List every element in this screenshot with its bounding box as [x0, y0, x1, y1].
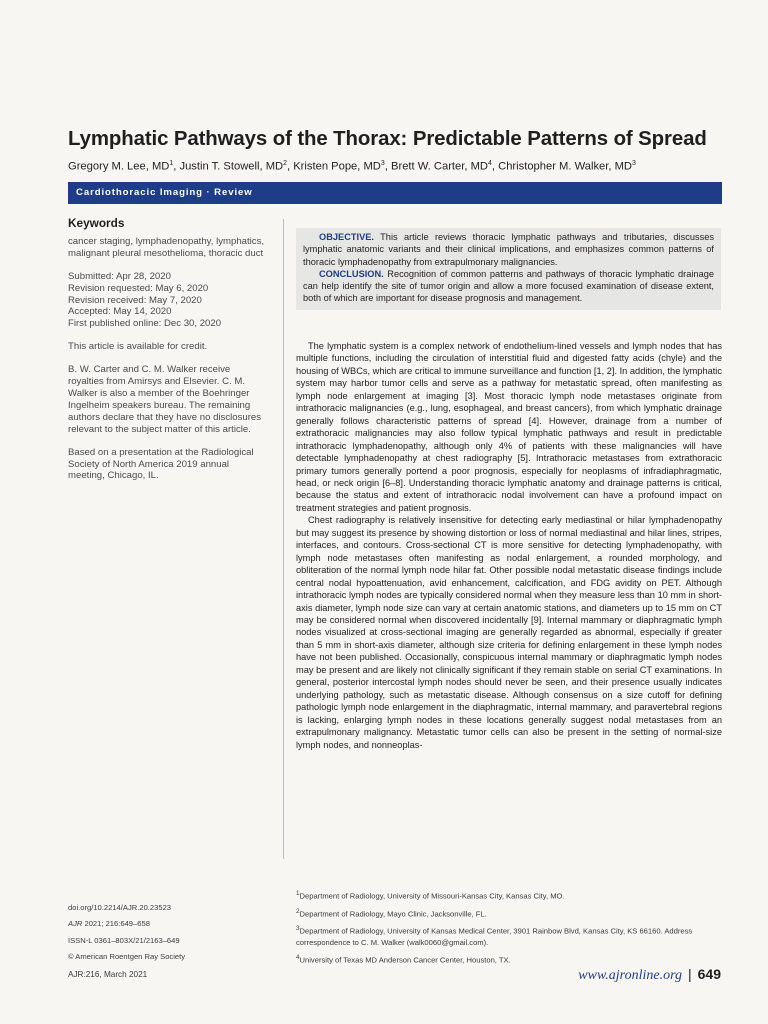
- abstract-conclusion: [303, 268, 714, 305]
- conclusion-label: CONCLUSION.: [319, 268, 384, 279]
- footnote-number: 1: [296, 890, 300, 897]
- disclosure-note: B. W. Carter and C. M. Walker receive royalties from Amirsys and Elsevier. C. M. Walker is also a member of the Boehringer Ingelheim speakers bureau. The remaining authors declare that they have no disclosures relevant to the subject matter of this article.: [68, 364, 262, 435]
- affiliation-marker: 2: [283, 160, 287, 167]
- date-entry: Revision requested: May 6, 2020: [68, 282, 209, 294]
- citation: [68, 916, 278, 932]
- date-list: [68, 271, 268, 331]
- article-body: [296, 340, 722, 751]
- author-name: Gregory M. Lee, MD: [68, 160, 170, 173]
- conclusion-text: Recognition of common patterns and pathways of thoracic lymphatic drainage can help identify the site of tumor origin and allow a more focused examination of disease extent, both of which are important for disease prognosis and management.: [303, 268, 714, 304]
- sidebar: [68, 218, 268, 482]
- body-paragraph: The lymphatic system is a complex network of endothelium-lined vessels and lymph nodes that has multiple functions, including the circulation of interstitial fluid and digested fatty acids (chyle) and the housing of WBCs, which are critical to immune surveillance and function [1, 2]. In addition, the lymphatic system may harbor tumor cells and serve as a pathway for metastatic spread, often manifesting as lymph node enlargement at imaging [3]. Most thoracic lymph node metastases originate from intrathoracic malignancies (e.g., lung, esophageal, and breast cancers), from which lymphatic drainage generally follows characteristic patterns of spread [4]. However, drainage from a number of extrathoracic malignancies may also follow typical lymphatic pathways and result in predictable intrathoracic lymphadenopathy, although only 4% of patients with these malignancies will have detectable lymphadenopathy at chest radiography [5]. Intrathoracic metastases from extrathoracic primary tumors generally portend a poor prognosis, especially for neoplasms of infradiaphragmatic, head, or neck origin [6–8]. Understanding thoracic lymphatic anatomy and drainage patterns is critical, because the status and extent of intrathoracic nodal involvement can have a profound impact on treatment strategies and patient prognosis.: [296, 341, 722, 513]
- footnote-text: Department of Radiology, Mayo Clinic, Jacksonville, FL.: [299, 909, 487, 919]
- citation-journal: AJR: [68, 919, 83, 929]
- footer-separator: |: [688, 966, 692, 982]
- footnote-number: 3: [296, 925, 300, 933]
- footnote-text: University of Texas MD Anderson Cancer Center, Houston, TX.: [299, 955, 511, 965]
- issn: ISSN-L 0361–803X/21/2163–649: [68, 935, 180, 945]
- page-footer: [578, 966, 721, 984]
- section-banner: Cardiothoracic Imaging · Review: [68, 182, 722, 204]
- footnote-text: Department of Radiology, University of Kansas Medical Center, 3901 Rainbow Blvd, Kansas City, KS 66160. Address correspondence to C. M. Walker (walk0060@gmail.com).: [296, 926, 693, 947]
- column-divider: [283, 219, 284, 859]
- footnote: [296, 923, 722, 948]
- body-paragraph: Chest radiography is relatively insensitive for detecting early mediastinal or hilar lymphadenopathy but may suggest its presence by showing distortion or loss of normal mediastinal and hilar lines, stripes, interfaces, and contours. Cross-sectional CT is more sensitive for detecting lymphadenopathy, with lymph node metastases often manifesting as nodal enlargement, a rounded morphology, and obliteration of the normal lymph node hilar fat. Other possible nodal metastatic disease findings include central nodal hypoattenuation, avid enhancement, calcification, and FDG avidity on PET. Although intrathoracic lymph nodes are typically considered normal when they measure less than 10 mm in short-axis diameter, lymph node size can vary at certain anatomic stations, and diameters up to 15 mm on CT may be considered normal when discovered incidentally [9]. Internal mammary or diaphragmatic lymph nodes visualized at cross-sectional imaging are generally regarded as abnormal, especially if greater than 5 mm in short-axis diameter, although size criteria for defining enlargement in these lymph nodes have not been published. Occasionally, conspicuous internal mammary or diaphragmatic lymph nodes may be present and are likely not clinically significant if they remain stable on serial CT examinations. In general, posterior intercostal lymph nodes should never be seen, and their presence usually indicates underlying pathology, such as metastatic disease. Although consensus on a size cutoff for defining pathologic lymph node enlargement in the diaphragmatic, internal mammary, and paravertebral regions is lacking, enlarging lymph nodes in these locations generally suggest nodal metastases from an extrapulmonary malignancy. Metastatic tumor cells can also be present in the setting of normal-size lymph nodes, and nonneoplas-: [296, 515, 722, 750]
- footnote-text: Department of Radiology, University of Missouri-Kansas City, Kansas City, MO.: [299, 891, 565, 901]
- presentation-note: Based on a presentation at the Radiological Society of North America 2019 annual meeting, Chicago, IL.: [68, 446, 254, 482]
- date-entry: First published online: Dec 30, 2020: [68, 318, 222, 330]
- author-name: Kristen Pope, MD: [293, 160, 381, 173]
- abstract-box: [296, 228, 721, 310]
- footnote-number: 2: [296, 907, 300, 915]
- objective-text: This article reviews thoracic lymphatic pathways and tributaries, discusses lymphatic anatomic variants and their clinical implications, and emphasizes common patterns of thoracic lymphadenopathy from extrapulmonary malignancies.: [303, 232, 714, 267]
- keywords-heading: Keywords: [68, 216, 125, 230]
- date-entry: Revision received: May 7, 2020: [68, 294, 202, 306]
- footnote-number: 4: [296, 953, 300, 961]
- affiliation-marker: 1: [169, 160, 174, 167]
- citation-details: 2021; 216:649–658: [82, 919, 150, 929]
- article-title: Lymphatic Pathways of the Thorax: Predictable Patterns of Spread: [68, 128, 707, 150]
- article-meta: [68, 900, 278, 966]
- footnote: [296, 906, 722, 920]
- author-name: Justin T. Stowell, MD: [179, 160, 284, 173]
- page-number: 649: [697, 966, 721, 982]
- doi-link[interactable]: doi.org/10.2214/AJR.20.23523: [68, 903, 172, 912]
- issue-info: AJR:216, March 2021: [68, 970, 148, 979]
- affiliation-marker: 3: [632, 160, 636, 167]
- affiliation-marker: 3: [380, 160, 385, 167]
- author-name: Christopher M. Walker, MD: [498, 160, 632, 173]
- credit-note: This article is available for credit.: [68, 341, 208, 353]
- date-entry: Accepted: May 14, 2020: [68, 306, 172, 318]
- author-name: Brett W. Carter, MD: [391, 160, 488, 173]
- website-link[interactable]: www.ajronline.org: [578, 968, 682, 983]
- copyright: © American Roentgen Ray Society: [68, 952, 186, 962]
- footnote: [296, 952, 722, 966]
- affiliation-footnotes: [296, 888, 722, 970]
- affiliation-marker: 4: [488, 160, 492, 167]
- author-list: Gregory M. Lee, $MD^1$, Justin T. Stowell, $MD^2$, Kristen Pope, $MD^3$, Brett W. Carter, $MD^4$, Christopher M. Walker, $MD^3$: [68, 160, 636, 173]
- abstract-objective: [303, 231, 714, 268]
- keywords-text: cancer staging, lymphadenopathy, lymphatics, malignant pleural mesothelioma, thoracic duct: [68, 235, 265, 259]
- date-entry: Submitted: Apr 28, 2020: [68, 270, 171, 282]
- footnote: [296, 888, 722, 902]
- objective-label: OBJECTIVE.: [319, 232, 374, 242]
